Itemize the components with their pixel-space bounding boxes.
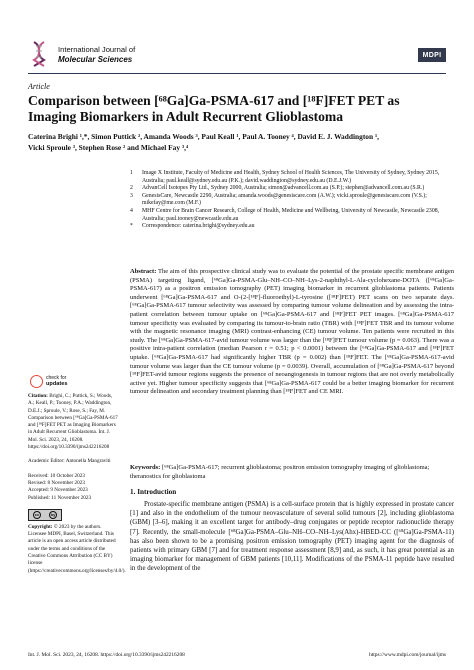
journal-name-line1: International Journal of <box>58 45 136 54</box>
article-info-sidebar <box>28 393 126 575</box>
affiliation-number: 3 <box>130 192 133 199</box>
copyright-label: Copyright: <box>28 523 53 530</box>
citation-label: Citation: <box>28 393 48 399</box>
published-date: Published: 11 November 2023 <box>28 494 92 501</box>
received-date: Received: 10 October 2023 <box>28 472 85 479</box>
dates-block <box>28 473 118 502</box>
academic-editor: Academic Editor: Antonella Mangraviti <box>28 458 111 465</box>
keywords <box>130 464 454 481</box>
check-updates-line2: updates <box>46 381 68 387</box>
affiliation-item <box>130 185 460 193</box>
affiliation-text: AdvanCell Isotopes Pty Ltd., Sydney 2000, Australia; simon@advancell.com.au (S.P.); stephen@advancell.com.au (S.R.) <box>142 185 425 192</box>
check-updates-icon <box>30 375 43 388</box>
introduction-paragraph: Prostate-specific membrane antigen (PSMA) is a cell-surface protein that is highly expressed in prostate cancer [1] and also in the endothelium of the tumour neovasculature of several solid tumours [2], including glioblastoma (GBM) [3–6], making it an excellent target for antibody–drug conjugates or peptide receptor radionuclide therapy [7]. Recently, the small-molecule [⁶⁸Ga]Ga-PSMA–Glu–NH–CO–NH–Lys(Ahx)-HBED-CC ([⁶⁸Ga]Ga-PSMA-11) has also been shown to be a promising positron emission tomography (PET) imaging agent for the diagnosis of patients with primary GBM [7] and for treatment response assessment [8,9] and, as such, it has great potential as an imaging biomarker for management of GBM patients [10,11]. Modifications of the PSMA-11 peptide have resulted in the development of the <box>130 501 454 573</box>
footer-citation[interactable]: Int. J. Mol. Sci. 2023, 24, 16208. https://doi.org/10.3390/ijms242216208 <box>28 652 185 658</box>
affiliation-item <box>130 193 460 208</box>
affiliation-number: 2 <box>130 185 133 192</box>
affiliation-text: MHF Centre for Brain Cancer Research, College of Health, Medicine and Wellbeing, University of Newcastle, Newcastle 2308, Australia; paul.tooney@newcastle.edu.au <box>142 207 440 222</box>
abstract-label: Abstract: <box>130 268 157 275</box>
revised-date: Revised: 8 November 2023 <box>28 479 85 486</box>
citation-block <box>28 393 118 451</box>
article-type: Article <box>28 82 50 91</box>
affiliation-text: GenesisCare, Newcastle 2290, Australia; amanda.woods@genesiscare.com (A.W.); vicki.sproule@genesiscare.com (V.S.); mikefay@me.com (M.F.) <box>142 192 427 207</box>
cc-license-badge[interactable] <box>28 509 62 521</box>
journal-name[interactable] <box>58 45 135 65</box>
author-list <box>28 132 448 153</box>
page-footer <box>28 652 446 658</box>
article-title: Comparison between [⁶⁸Ga]Ga-PSMA-617 and [¹⁸F]FET PET as Imaging Biomarkers in Adult Recurrent Glioblastoma <box>28 93 400 124</box>
section-heading-introduction: 1. Introduction <box>130 488 177 496</box>
affiliation-text: Correspondence: caterina.brighi@sydney.edu.au <box>142 223 255 230</box>
accepted-date: Accepted: 9 November 2023 <box>28 487 88 494</box>
check-updates-text <box>46 375 67 387</box>
journal-name-line2: Molecular Sciences <box>58 55 133 64</box>
author-list-line2: Vicki Sproule ³, Stephen Rose ² and Michael Fay ³,⁴ <box>28 142 189 152</box>
cc-icon: cc <box>34 512 40 518</box>
affiliation-item <box>130 208 460 223</box>
author-list-line1: Caterina Brighi ¹,*, Simon Puttick ², Amanda Woods ³, Paul Keall ¹, Paul A. Tooney ⁴, David E. J. Waddington ¹, <box>28 132 380 141</box>
by-icon: by <box>50 512 56 518</box>
affiliation-number: 1 <box>130 170 133 176</box>
affiliation-number: * <box>130 223 133 230</box>
abstract <box>130 268 454 397</box>
check-updates-line1: check for <box>46 375 67 381</box>
keywords-label: Keywords: <box>130 464 161 471</box>
keywords-text: [⁶⁸Ga]Ga-PSMA-617; recurrent glioblastoma; positron emission tomography imaging of glioblastoma; theranostics for glioblastoma <box>130 464 430 480</box>
header-divider <box>28 73 446 74</box>
affiliation-item <box>130 170 460 185</box>
affiliation-text: Image X Institute, Faculty of Medicine and Health, Sydney School of Health Sciences, The University of Sydney, Sydney 2015, Australia; paul.keall@sydney.edu.au (P.K.); david.waddington@sydney.edu.au (D.E.J.W.) <box>142 170 440 184</box>
affiliation-number: 4 <box>130 207 133 214</box>
journal-logo-icon <box>28 40 50 68</box>
copyright-text: © 2023 by the authors. Licensee MDPI, Basel, Switzerland. This article is an open access article distributed under the terms and conditions of the Creative Commons Attribution (CC BY) license (https://creativecommons.org/licenses/by/4.0/). <box>28 523 126 574</box>
abstract-text: The aim of this prospective clinical study was to evaluate the potential of the prostate specific membrane antigen (PSMA) targeting ligand, [⁶⁸Ga]Ga-PSMA-Glu–NH–CO–NH–Lys-2-naphthyl-L-Ala-cyclohexane-DOTA ([⁶⁸Ga]Ga-PSMA-617) as a positron emission tomography (PET) imaging biomarker in recurrent glioblastoma patients. Patients underwent [⁶⁸Ga]Ga-PSMA-617 and O-(2-[¹⁸F]-fluoroethyl)-L-tyrosine ([¹⁸F]FET) PET scans on two separate days. [⁶⁸Ga]Ga-PSMA-617 tumour selectivity was assessed by comparing tumour volume delineation and by assessing the intra-patient correlation between tumour uptake on [⁶⁸Ga]Ga-PSMA-617 and [¹⁸F]FET PET images. [⁶⁸Ga]Ga-PSMA-617 tumour specificity was evaluated by comparing its tumour-to-brain ratio (TBR) with [¹⁸F]FET TBR and its tumour volume with the magnetic resonance imaging (MRI) contrast-enhancing (CE) tumour volume. Ten patients were recruited in this study. The [⁶⁸Ga]Ga-PSMA-617-avid tumour volume was larger than the [¹⁸F]FET tumour volume (p = 0.063). There was a positive intra-patient correlation (median Pearson r = 0.51; p < 0.0001) between the [⁶⁸Ga]Ga-PSMA-617 and [¹⁸F]FET uptake. [⁶⁸Ga]Ga-PSMA-617 had significantly higher TBR (p = 0.002) than [¹⁸F]FET. The [⁶⁸Ga]Ga-PSMA-617-avid tumour volume was larger than the CE tumour volume (p = 0.0039). Overall, accumulation of [⁶⁸Ga]Ga-PSMA-617 beyond [¹⁸F]FET-avid tumour regions suggests the presence of neoangiogenesis in tumour regions that are not overly metabolically active yet. Higher tumour specificity suggests that [⁶⁸Ga]Ga-PSMA-617 could be a better imaging biomarker for recurrent tumour delineation and secondary treatment planning than [¹⁸F]FET and CE MRI. <box>130 268 454 396</box>
check-for-updates-badge[interactable] <box>30 375 90 389</box>
footer-journal-url[interactable]: https://www.mdpi.com/journal/ijms <box>369 652 446 658</box>
citation-text[interactable]: Brighi, C.; Puttick, S.; Woods, A.; Keall, P.; Tooney, P.A.; Waddington, D.E.J.; Sproule, V.; Rose, S.; Fay, M. Comparison between [⁶⁸Ga]Ga-PSMA-617 and [¹⁸F]FET PET as Imaging Biomarkers in Adult Recurrent Glioblastoma. Int. J. Mol. Sci. 2023, 24, 16208. https://doi.org/10.3390/ijms242216208 <box>28 393 118 451</box>
affiliation-item <box>130 223 460 231</box>
affiliations <box>130 170 460 231</box>
mdpi-logo[interactable]: MDPI <box>418 48 446 62</box>
copyright-block <box>28 523 126 575</box>
